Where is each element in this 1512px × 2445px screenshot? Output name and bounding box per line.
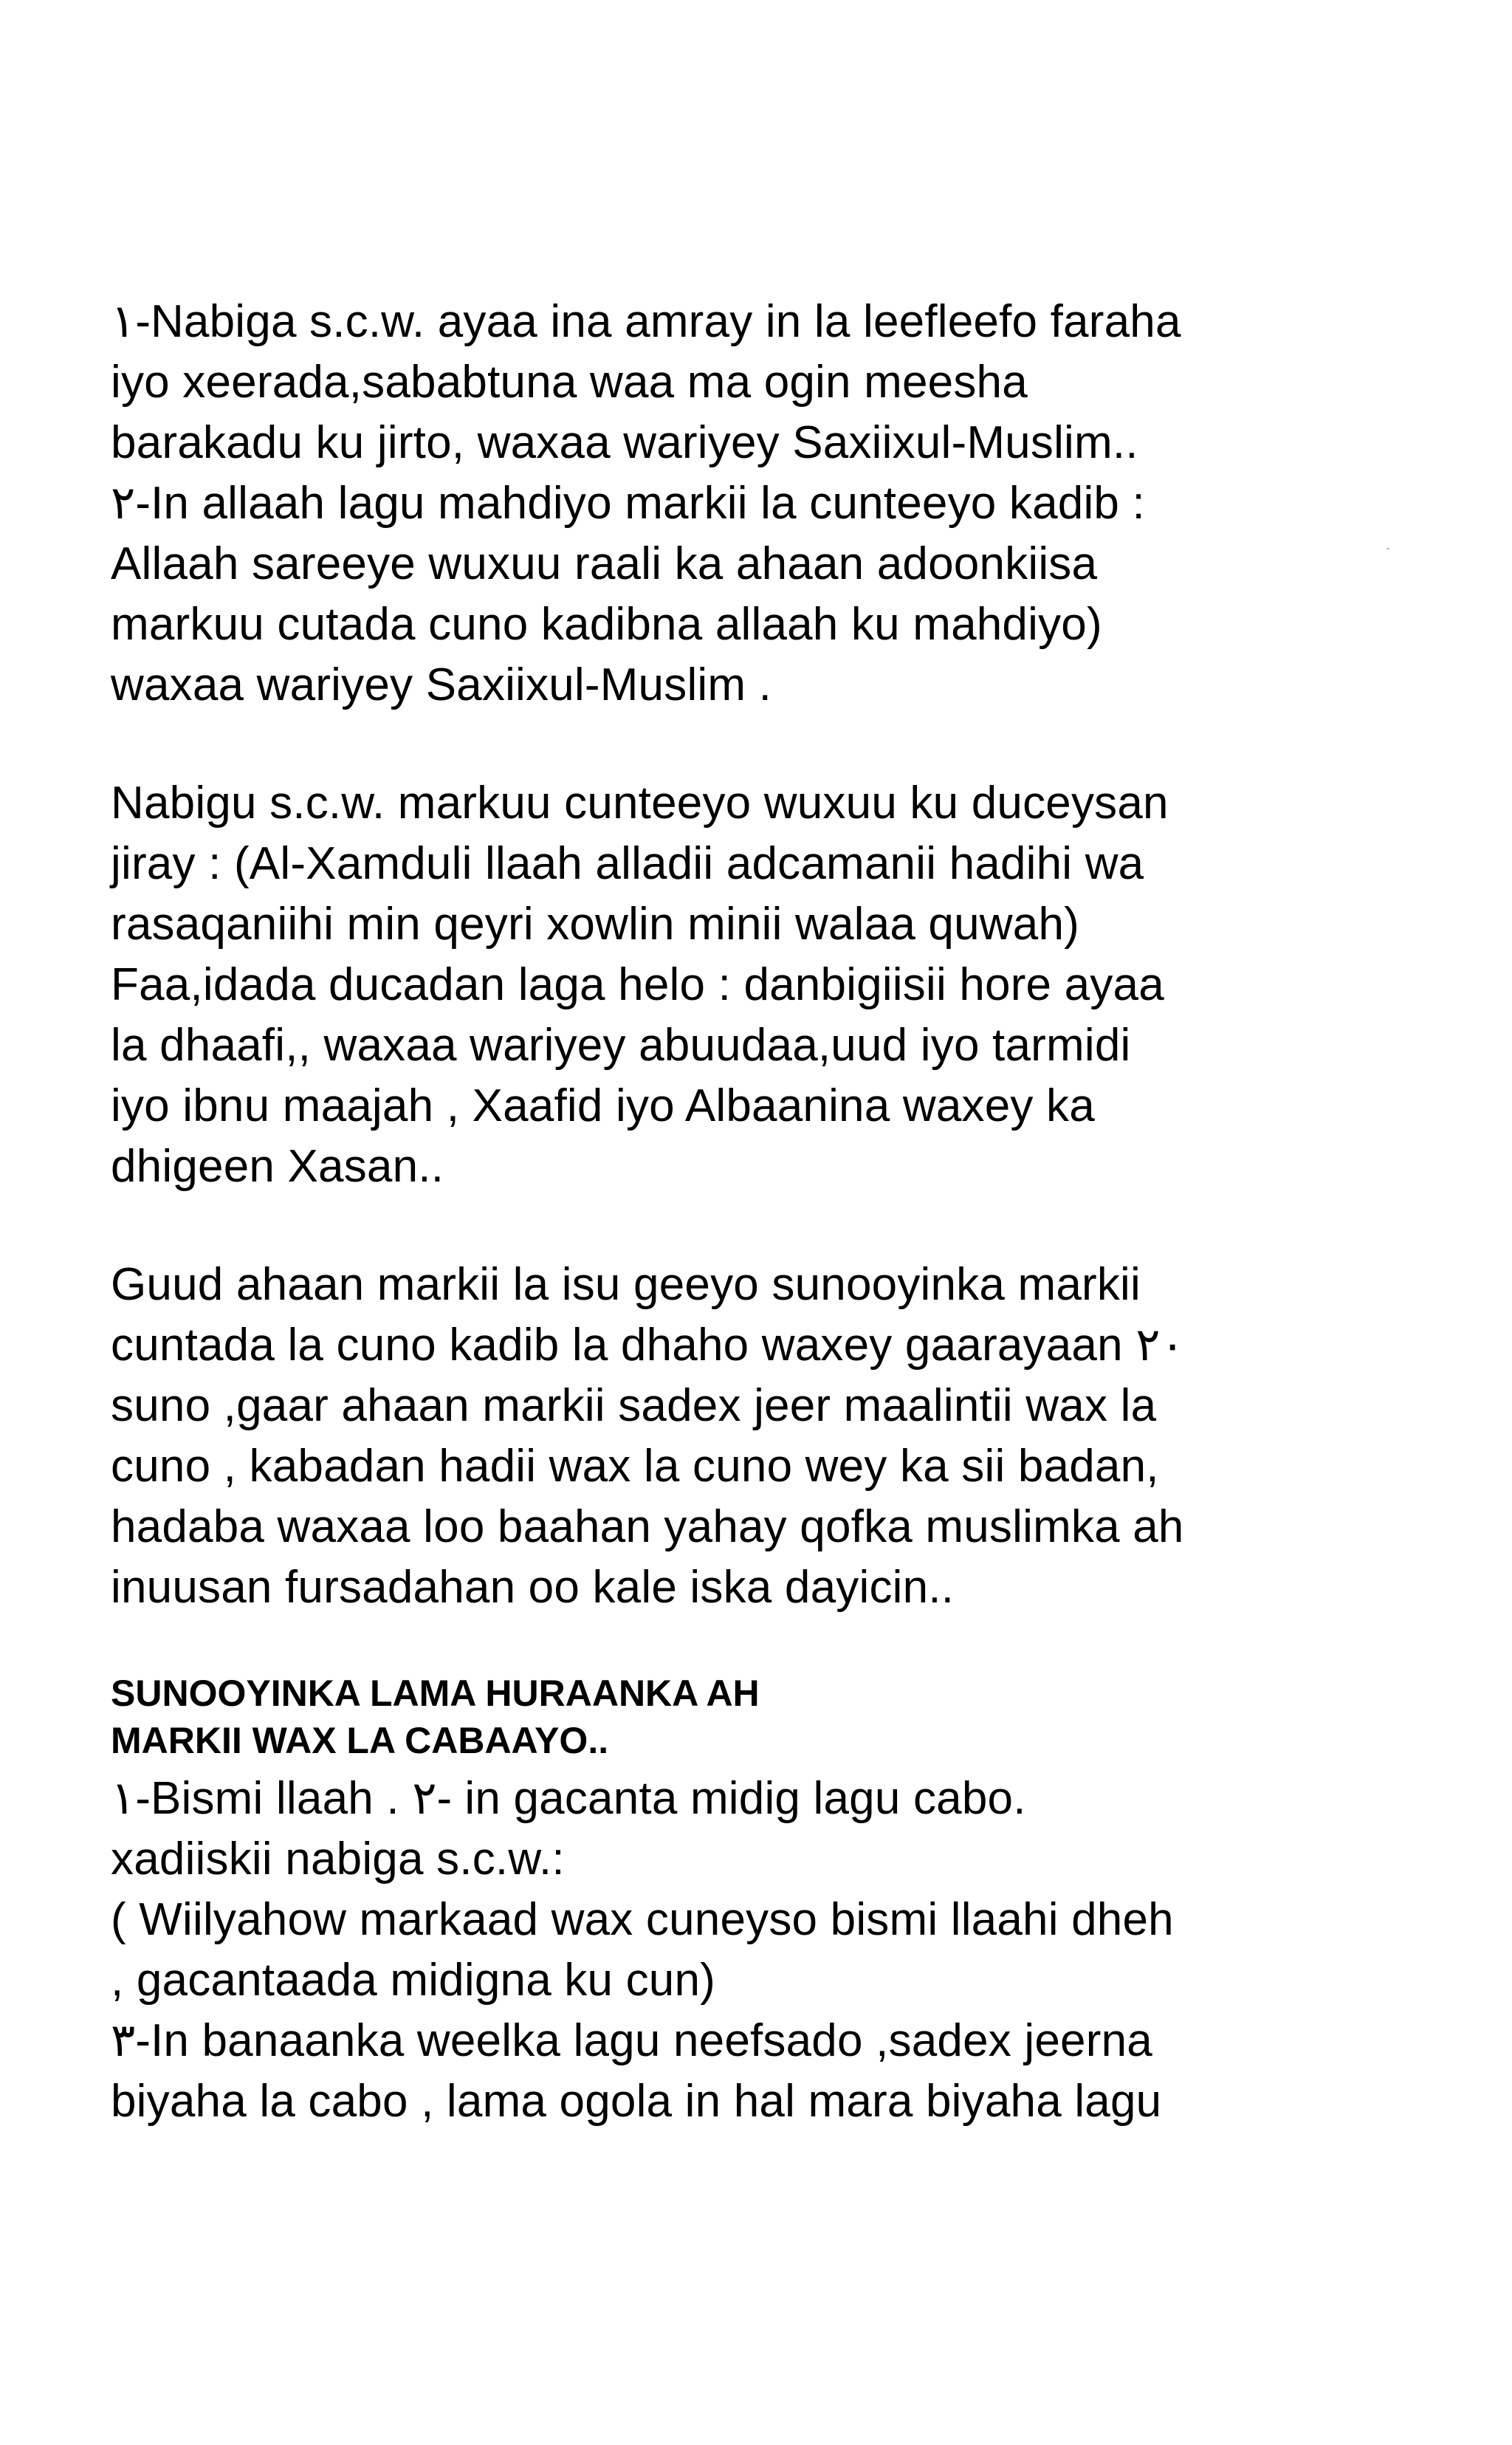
text-line: cuno , kabadan hadii wax la cuno wey ka sii badan, [111,1441,1159,1492]
text-line: Faa,idada ducadan laga helo : danbigiisii hore ayaa [111,959,1164,1010]
text-line: ٣-In banaanka weelka lagu neefsado ,sadex jeerna [111,2015,1152,2066]
text-line: dhigeen Xasan.. [111,1141,444,1192]
scan-speck [1386,548,1389,549]
paragraph-dua-after-eating [111,773,1292,1197]
text-line: la dhaafi,, waxaa wariyey abuudaa,uud iyo tarmidi [111,1020,1131,1071]
text-line: iyo xeerada,sababtuna waa ma ogin meesha [111,357,1028,408]
text-line: suno ,gaar ahaan markii sadex jeer maalintii wax la [111,1380,1157,1431]
text-line: , gacantaada midigna ku cun) [111,1955,716,2006]
text-line: ١-Bismi llaah . ٢- in gacanta midig lagu cabo. [111,1773,1026,1824]
text-line: hadaba waxaa loo baahan yahay qofka muslimka ah [111,1501,1184,1552]
paragraph-drinking-sunnahs [111,1769,1292,2132]
text-line: Allaah sareeye wuxuu raali ka ahaan adoonkiisa [111,538,1098,589]
text-line: biyaha la cabo , lama ogola in hal mara biyaha lagu [111,2076,1162,2127]
text-line: ( Wiilyahow markaad wax cuneyso bismi llaahi dheh [111,1894,1174,1945]
text-line: Guud ahaan markii la isu geeyo sunooyinka markii [111,1259,1141,1310]
page-content [111,292,1292,2132]
text-line: barakadu ku jirto, waxaa wariyey Saxiixul-Muslim.. [111,417,1138,468]
text-line: ١-Nabiga s.c.w. ayaa ina amray in la leefleefo faraha [111,296,1181,347]
text-line: xadiiskii nabiga s.c.w.: [111,1834,565,1885]
text-line: ٢-In allaah lagu mahdiyo markii la cunteeyo kadib : [111,478,1145,529]
text-line: Nabigu s.c.w. markuu cunteeyo wuxuu ku duceysan [111,778,1169,829]
text-line: rasaqaniihi min qeyri xowlin minii walaa quwah) [111,899,1079,950]
text-line: jiray : (Al-Xamduli llaah alladii adcamanii hadihi wa [111,838,1144,889]
section-heading [111,1670,1292,1764]
text-line: waxaa wariyey Saxiixul-Muslim . [111,659,772,710]
text-line: markuu cutada cuno kadibna allaah ku mahdiyo) [111,599,1102,650]
paragraph-summary [111,1255,1292,1618]
heading-line: MARKII WAX LA CABAAYO.. [111,1720,609,1761]
text-line: cuntada la cuno kadib la dhaho waxey gaarayaan ٢٠ [111,1320,1185,1371]
heading-line: SUNOOYINKA LAMA HURAANKA AH [111,1673,760,1714]
text-line: inuusan fursadahan oo kale iska dayicin.. [111,1562,955,1613]
text-line: iyo ibnu maajah , Xaafid iyo Albaanina waxey ka [111,1080,1095,1131]
paragraph-etiquette-fingers [111,292,1292,716]
